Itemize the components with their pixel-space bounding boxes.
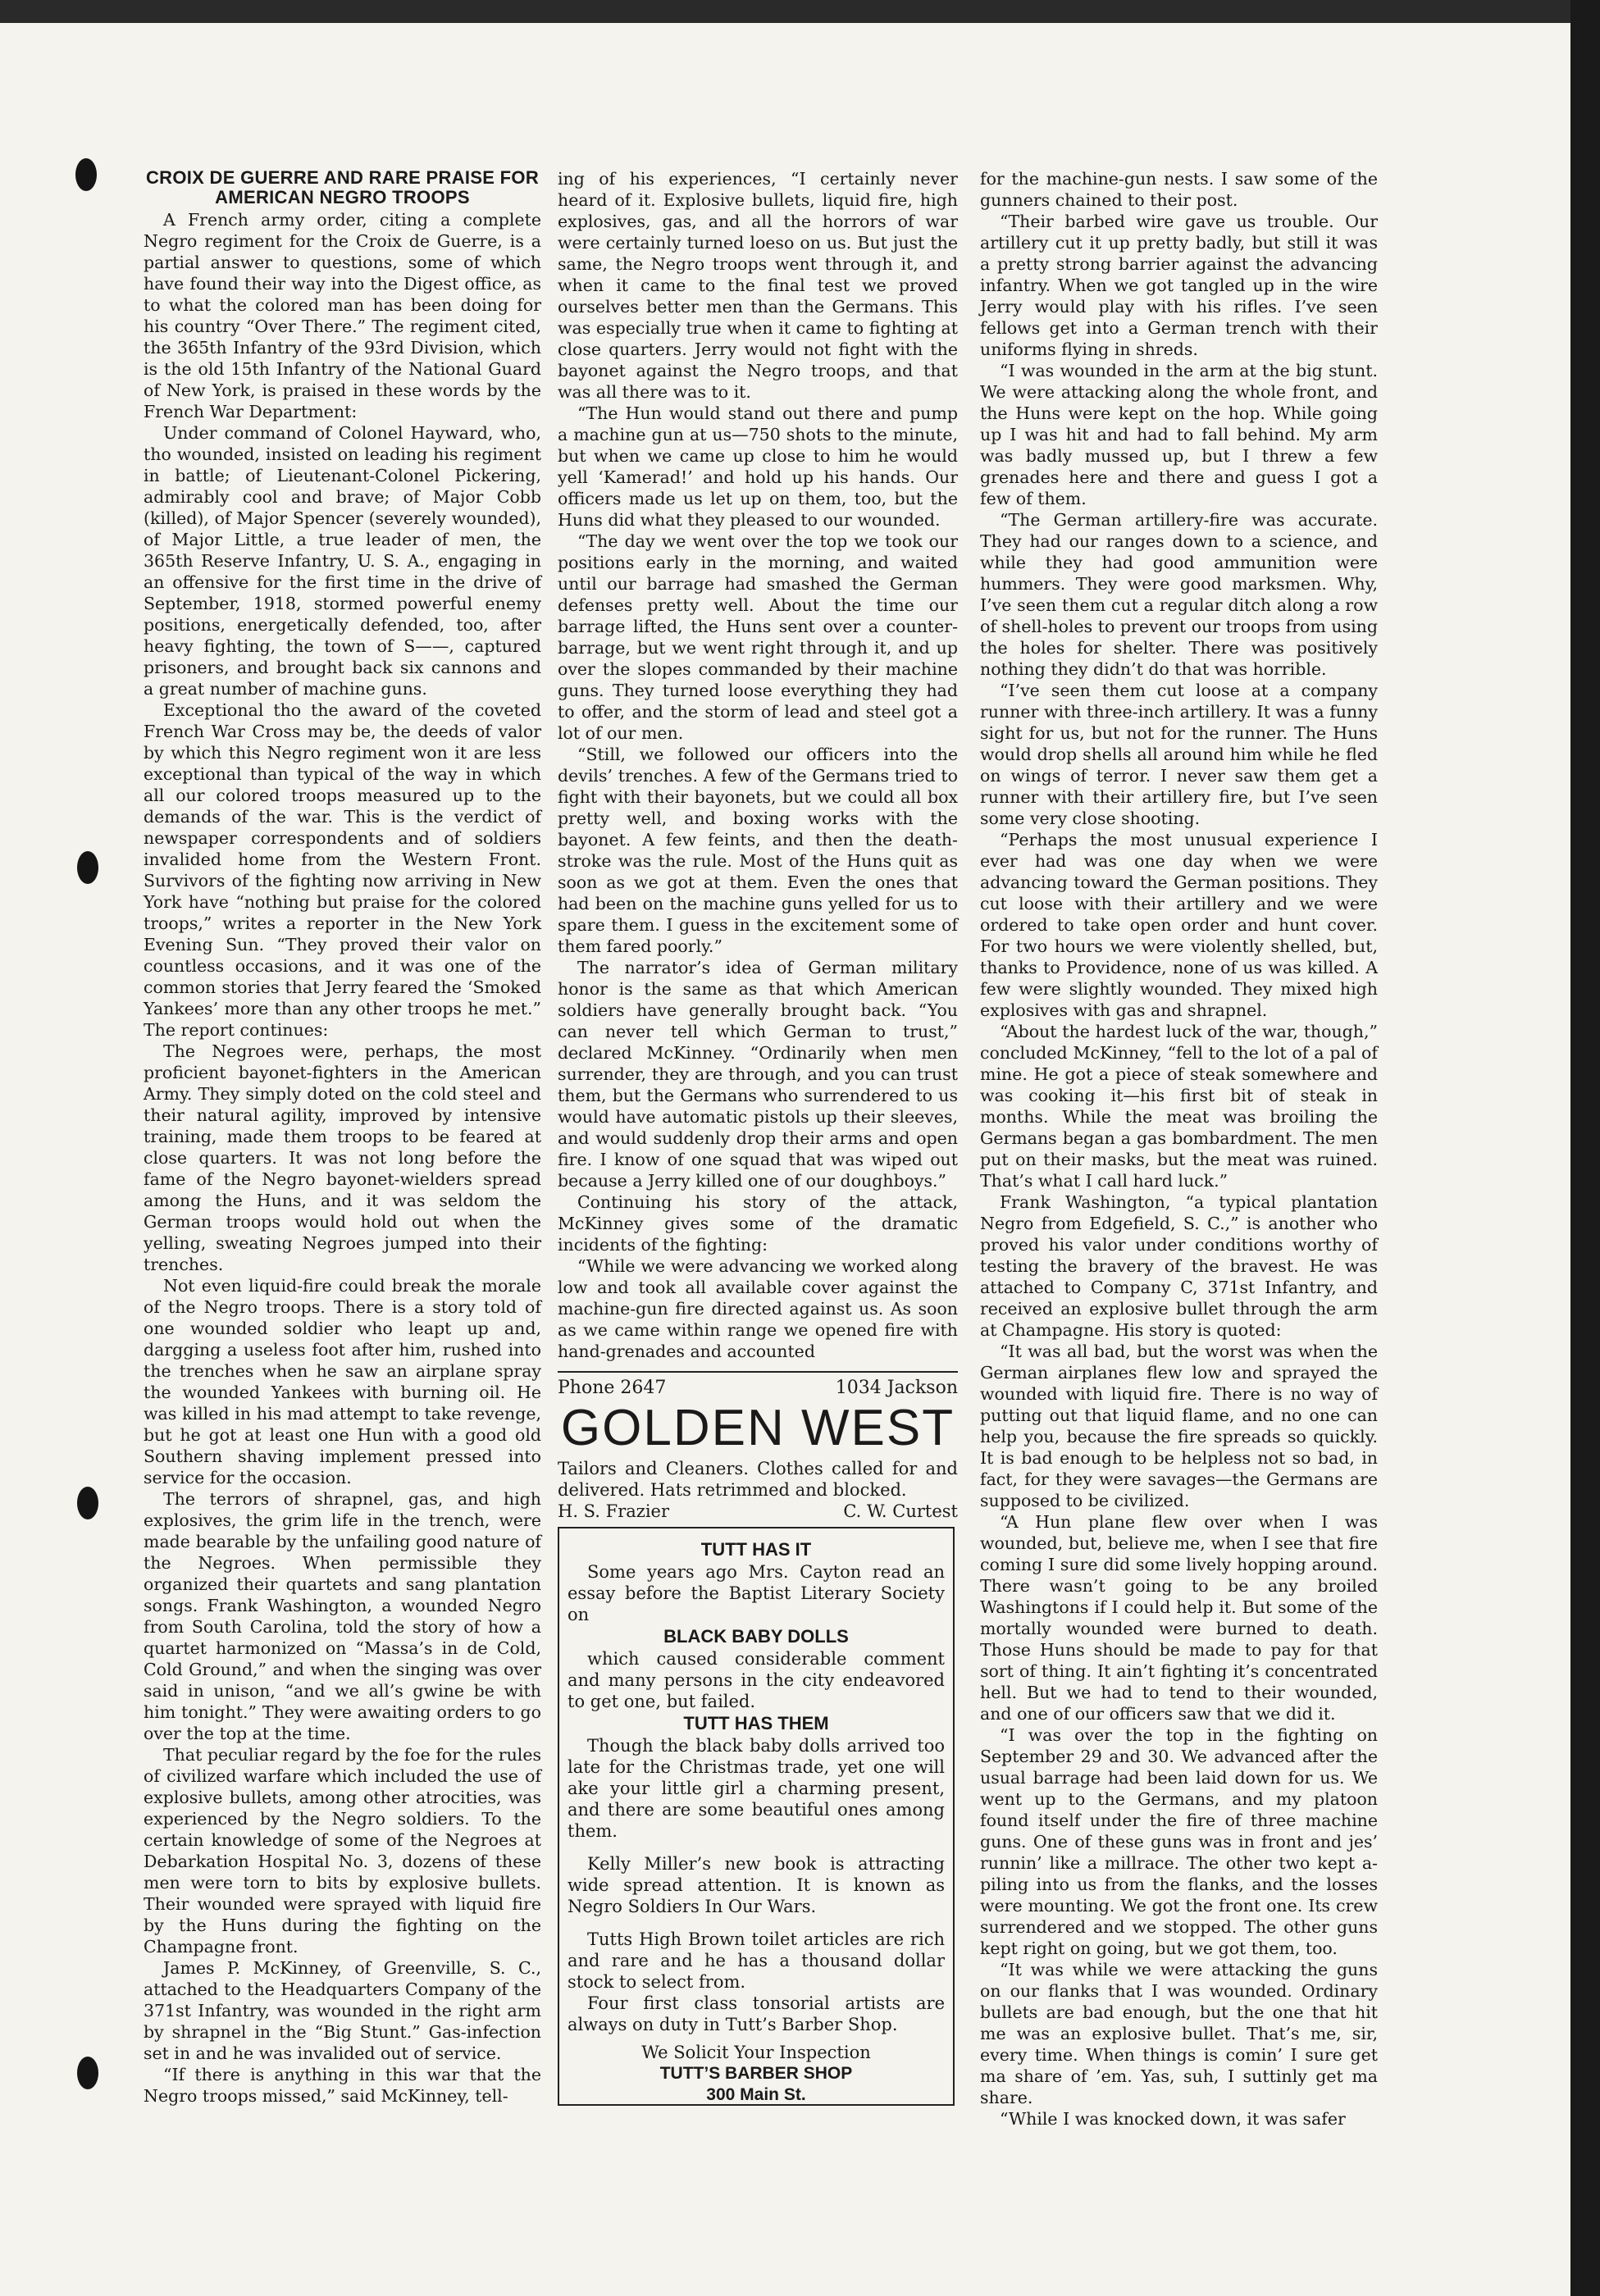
binding-hole — [77, 851, 98, 884]
paragraph: “Still, we followed our officers into the devils’ trenches. A few of the Germans tried to fight with their bayonets, but we could all box pretty well, and boxing works with the bayonet. A few feints, and then the death-stroke was the rule. Most of the Huns quit as soon as we got at them. Even the ones that had been on the machine guns yelled for us to spare them. I guess in the excitement some of them fared poorly.” — [558, 745, 958, 956]
paragraph: Continuing his story of the attack, McKinney gives some of the dramatic incidents of the fighting: — [558, 1192, 958, 1255]
scan-top-border — [0, 0, 1600, 23]
article-headline: CROIX DE GUERRE AND RARE PRAISE FOR AMERICAN NEGRO TROOPS — [145, 167, 540, 207]
ad-paragraph: Four first class tonsorial artists are always on duty in Tutt’s Barber Shop. — [568, 1993, 945, 2034]
ad-paragraph: Kelly Miller’s new book is attracting wide spread attention. It is known as Negro Soldiers In Our Wars. — [568, 1854, 945, 1916]
paragraph: “About the hardest luck of the war, though,” concluded McKinney, “fell to the lot of a pal of mine. He got a piece of steak somewhere and was cooking it—his first bit of steak in months. While the meat was broiling the Germans began a gas bombardment. The men put on their masks, but the meat was ruined. That’s what I call hard luck.” — [980, 1022, 1378, 1191]
paragraph: “I’ve seen them cut loose at a company runner with three-inch artillery. It was a funny sight for us, but not for the runner. The Huns would drop shells all around him while he fled on wings of terror. I never saw them get a runner with their artillery fire, but I’ve seen some very close shooting. — [980, 681, 1378, 828]
paragraph: That peculiar regard by the foe for the rules of civilized warfare which included the use of explosive bullets, among other atrocities, was experienced by the Negro soldiers. To the certain knowledge of some of the Negroes at Debarkation Hospital No. 3, dozens of these men were torn to bits by explosive bullets. Their wounded were sprayed with liquid fire by the Huns during the fighting on the Champagne front. — [144, 1745, 541, 1957]
ad-heading: TUTT HAS THEM — [683, 1713, 829, 1733]
paragraph: “It was while we were attacking the guns on our flanks that I was wounded. Ordinary bullets are bad enough, but the one that hit me was an explosive bullet. That’s me, sir, every time. When things is comin’ I sure get ma share of ’em. Yas, suh, I suttinly get ma share. — [980, 1960, 1378, 2107]
tutt-barber-shop-ad — [558, 1527, 955, 2106]
ad-paragraph: Though the black baby dolls arrived too late for the Christmas trade, yet one will ake your little girl a charming present, and there are some beautiful ones among them. — [568, 1736, 945, 1841]
paragraph: “If there is anything in this war that the Negro troops missed,” said McKinney, tell- — [144, 2065, 541, 2106]
ad-tagline: We Solicit Your Inspection — [641, 2043, 871, 2062]
binding-hole — [77, 1487, 98, 1519]
paragraph: “I was wounded in the arm at the big stunt. We were attacking along the whole front, and the Huns were kept on the hop. While going up I was hit and had to fall behind. My arm was badly mussed up, but I threw a few grenades here and there and guess I got a few of them. — [980, 361, 1378, 508]
ad-shop-name: TUTT’S BARBER SHOP — [659, 2064, 853, 2083]
paragraph: for the machine-gun nests. I saw some of the gunners chained to their post. — [980, 169, 1378, 210]
ad-heading: BLACK BABY DOLLS — [663, 1626, 849, 1647]
binding-hole — [77, 2057, 98, 2089]
article-column-1 — [144, 168, 541, 2107]
paragraph: Frank Washington, “a typical plantation Negro from Edgefield, S. C.,” is another who proved his valor under conditions worthy of testing the bravery of the bravest. He was attached to Company C, 371st Infantry, and received an explosive bullet through the arm at Champagne. His story is quoted: — [980, 1192, 1378, 1340]
binding-hole — [75, 158, 97, 191]
ad-owner: H. S. Frazier — [558, 1501, 670, 1521]
paragraph: “It was all bad, but the worst was when the German airplanes flew low and sprayed the wounded with liquid fire. There is no way of putting out that liquid flame, and no one can help you, because the fire spreads so quickly. It is bad enough to be helpless not so bad, in fact, for they were savages—the Germans are supposed to be civilized. — [980, 1342, 1378, 1510]
divider — [558, 1371, 958, 1373]
article-column-2 — [558, 168, 958, 1362]
paragraph: “Perhaps the most unusual experience I ever had was one day when we were advancing toward the German positions. They cut loose with their artillery and we were ordered to take open order and hunt cover. For two hours we were violently shelled, but, thanks to Providence, none of us was killed. A few were slightly wounded. They mixed high explosives with gas and shrapnel. — [980, 830, 1378, 1020]
ad-shop-address: 300 Main St. — [706, 2085, 806, 2104]
paragraph: The Negroes were, perhaps, the most proficient bayonet-fighters in the American Army. They simply doted on the cold steel and their natural agility, improved by intensive training, made them troops to be feared at close quarters. It was not long before the fame of the Negro bayonet-wielders spread among the Huns, and it was seldom the German troops would hold out when the yelling, sweating Negroes jumped into their trenches. — [144, 1041, 541, 1274]
paragraph: The terrors of shrapnel, gas, and high explosives, the grim life in the trench, were made bearable by the unfailing good nature of the Negroes. When permissible they organized their quartets and sang plantation songs. Frank Washington, a wounded Negro from South Carolina, told the story of how a quartet harmonized on “Massa’s in de Cold, Cold Ground,” and when the singing was over said in unison, “and we all’s gwine be with him tonight.” They were awaiting orders to go over the top at the time. — [144, 1489, 541, 1743]
ad-owner: C. W. Curtest — [843, 1501, 958, 1521]
article-column-3 — [980, 168, 1378, 2130]
paragraph: “The day we went over the top we took our positions early in the morning, and waited until our barrage had smashed the German defenses pretty well. About the time our barrage lifted, the Huns sent over a counter-barrage, but we went right through it, and up over the slopes commanded by their machine guns. They turned loose everything they had to offer, and the storm of lead and steel got a lot of our men. — [558, 531, 958, 743]
paragraph: “The Hun would stand out there and pump a machine gun at us—750 shots to the minute, but when we came up close to him he would yell ‘Kamerad!’ and hold up his hands. Our officers made us let up on them, too, but the Huns did what they pleased to our wounded. — [558, 403, 958, 530]
ad-phone: Phone 2647 — [558, 1378, 667, 1398]
ad-paragraph: Some years ago Mrs. Cayton read an essay before the Baptist Literary Society on — [568, 1562, 945, 1624]
paragraph: “While I was knocked down, it was safer — [1000, 2109, 1346, 2129]
ad-paragraph: Tutts High Brown toilet articles are rich and rare and he has a thousand dollar stock to select from. — [568, 1929, 945, 1992]
paragraph: James P. McKinney, of Greenville, S. C., attached to the Headquarters Company of the 371st Infantry, was wounded in the right arm by shrapnel in the “Big Stunt.” Gas-infection set in and he was invalided out of service. — [144, 1958, 541, 2063]
paragraph: “A Hun plane flew over when I was wounded, but, believe me, when I see that fire coming I sure did some lively hopping around. There wasn’t going to be any broiled Washingtons if I could help it. But some of the mortally wounded were burned to death. Those Huns should be made to pay for that sort of thing. It ain’t fighting it’s concentrated hell. But we had to tend to their wounded, and one of our officers saw that we did it. — [980, 1512, 1378, 1724]
paragraph: “While we were advancing we worked along low and took all available cover against the machine-gun fire directed against us. As soon as we came within range we opened fire with hand-grenades and accounted — [558, 1256, 958, 1361]
golden-west-ad — [558, 1371, 958, 1522]
ad-description: Tailors and Cleaners. Clothes called for and delivered. Hats retrimmed and blocked. — [558, 1459, 958, 1500]
ad-address: 1034 Jackson — [835, 1378, 958, 1398]
paragraph: Exceptional tho the award of the coveted French War Cross may be, the deeds of valor by which this Negro regiment won it are less exceptional than typical of the way in which all our colored troops measured up to the demands of the war. This is the verdict of newspaper correspondents and of soldiers invalided home from the Western Front. Survivors of the fighting now arriving in New York have “nothing but praise for the colored troops,” writes a reporter in the New York Evening Sun. “They proved their valor on countless occasions, and it was one of the common stories that Jerry feared the ‘Smoked Yankees’ more than any other troops he met.” The report continues: — [144, 700, 541, 1040]
ad-business-name: GOLDEN WEST — [560, 1400, 955, 1456]
paragraph: Not even liquid-fire could break the morale of the Negro troops. There is a story told of one wounded soldier who leapt up and, dargging a useless foot after him, rushed into the trenches when he saw an airplane spray the wounded Yankees with burning oil. He was killed in his mad attempt to take revenge, but he got at least one Hun with a good old Southern shaving implement pressed into service for the occasion. — [144, 1276, 541, 1487]
paragraph: “Their barbed wire gave us trouble. Our artillery cut it up pretty badly, but still it was a pretty strong barrier against the advancing infantry. When we got tangled up in the wire Jerry would play with his rifles. I’ve seen fellows get into a German trench with their uniforms flying in shreds. — [980, 212, 1378, 359]
ad-heading: TUTT HAS IT — [700, 1539, 812, 1560]
paragraph: “I was over the top in the fighting on September 29 and 30. We advanced after the usual barrage had been laid down for us. We went up to the Germans, and my platoon found itself under the fire of three machine guns. One of these guns was in front and jes’ runnin’ like a millrace. The other two kept a-piling into us from the flanks, and the losses were mounting. We got the front one. Its crew surrendered and we stopped. The other guns kept right on going, but we got them, too. — [980, 1725, 1378, 1958]
paragraph: Under command of Colonel Hayward, who, tho wounded, insisted on leading his regiment in battle; of Lieutenant-Colonel Pickering, admirably cool and brave; of Major Cobb (killed), of Major Spencer (severely wounded), of Major Little, a true leader of men, the 365th Reserve Infantry, U. S. A., engaging in an offensive for the first time in the drive of September, 1918, stormed powerful enemy positions, energetically defended, too, after heavy fighting, the town of S——, captured prisoners, and brought back six cannons and a great number of machine guns. — [144, 423, 541, 699]
paragraph: “The German artillery-fire was accurate. They had our ranges down to a science, and while they had good ammunition were hummers. They were good marksmen. Why, I’ve seen them cut a regular ditch along a row of shell-holes to prevent our troops from using the holes for shelter. There was positively nothing they didn’t do that was horrible. — [980, 510, 1378, 679]
paragraph: The narrator’s idea of German military honor is the same as that which American soldiers have generally brought back. “You can never tell which German to trust,” declared McKinney. “Ordinarily when men surrender, they are through, and you can trust them, but the Germans who surrendered to us would have automatic pistols up their sleeves, and would suddenly drop their arms and open fire. I know of one squad that was wiped out because a Jerry killed one of our doughboys.” — [558, 958, 958, 1191]
paragraph: ing of his experiences, “I certainly never heard of it. Explosive bullets, liquid fire, high explosives, gas, and all the horrors of war were certainly turned loeso on us. But just the same, the Negro troops went through it, and when it came to the final test we proved ourselves better men than the Germans. This was especially true when it came to fighting at close quarters. Jerry would not fight with the bayonet against the Negro troops, and that was all there was to it. — [558, 169, 958, 402]
paragraph: A French army order, citing a complete Negro regiment for the Croix de Guerre, is a partial answer to questions, some of which have found their way into the Digest office, as to what the colored man has been doing for his country “Over There.” The regiment cited, the 365th Infantry of the 93rd Division, which is the old 15th Infantry of the National Guard of New York, is praised in these words by the French War Department: — [144, 210, 541, 421]
ad-paragraph: which caused considerable comment and many persons in the city endeavored to get one, but failed. — [568, 1649, 945, 1711]
scan-right-border — [1570, 0, 1600, 2296]
